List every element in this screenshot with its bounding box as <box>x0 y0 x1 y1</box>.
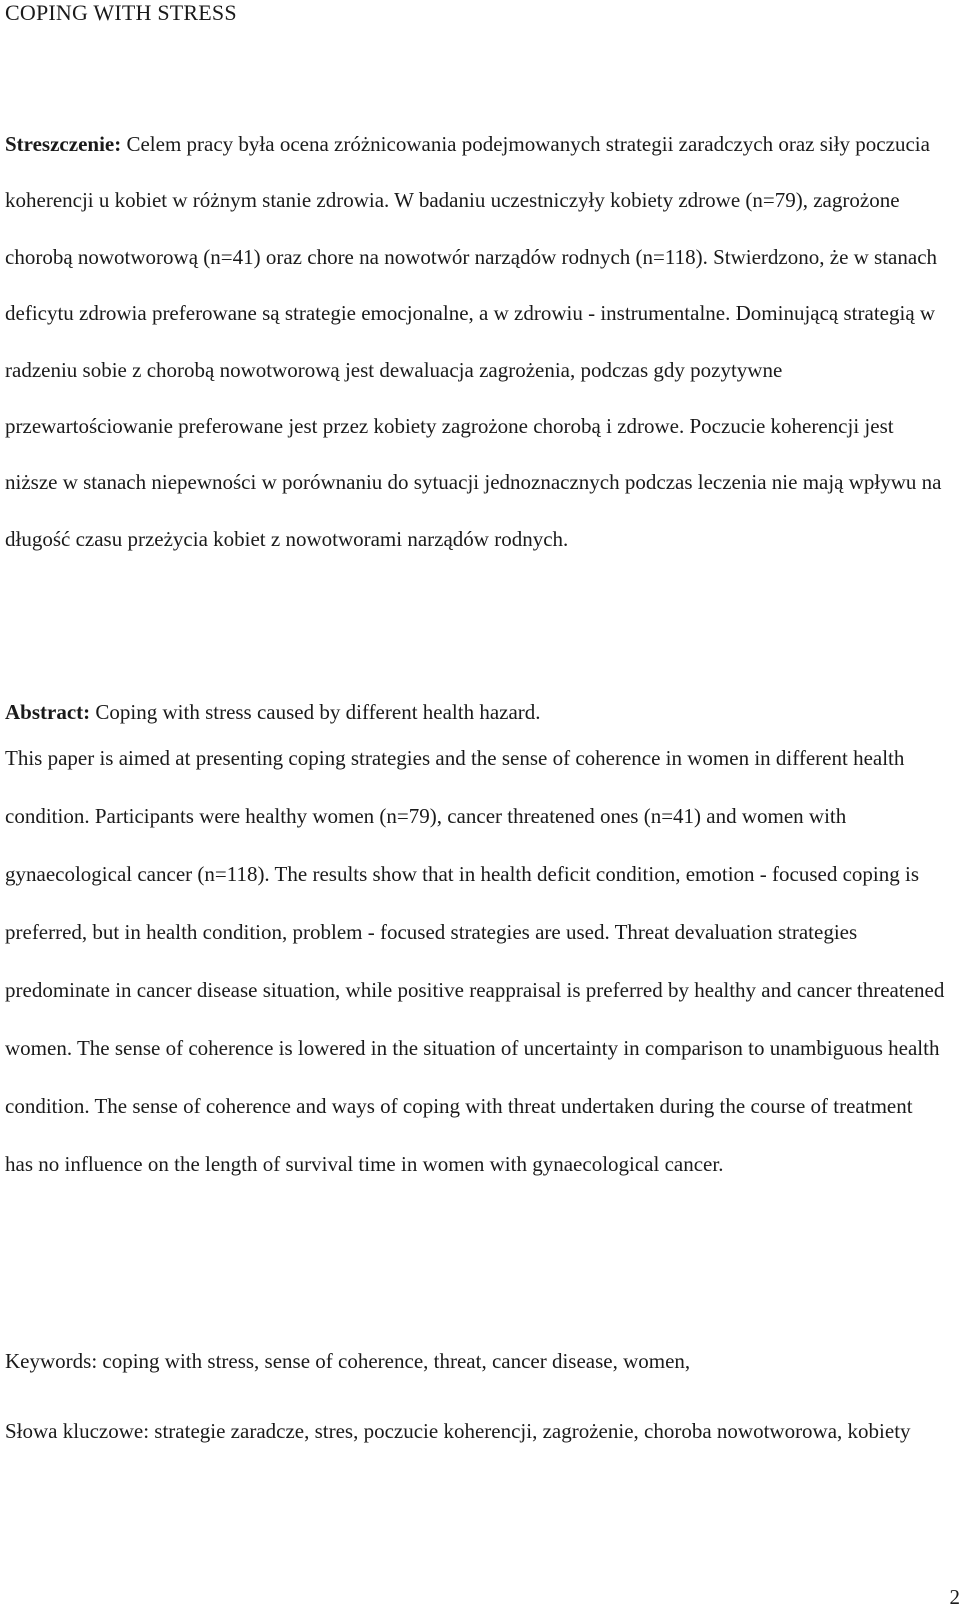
streszczenie-label: Streszczenie: <box>5 132 122 156</box>
abstract-heading <box>5 697 945 727</box>
running-title: COPING WITH STRESS <box>5 0 237 25</box>
abstract-label: Abstract: <box>5 700 91 724</box>
keywords-polish: Słowa kluczowe: strategie zaradcze, stres, poczucie koherencji, zagrożenie, choroba nowotworowa, kobiety <box>5 1419 911 1443</box>
streszczenie-text: Celem pracy była ocena zróżnicowania podejmowanych strategii zaradczych oraz siły poczucia koherencji u kobiet w różnym stanie zdrowia. W badaniu uczestniczyły kobiety zdrowe (n=79), zagrożone chorobą nowotworową (n=41) oraz chore na nowotwór narządów rodnych (n=118). Stwierdzono, że w stanach deficytu zdrowia preferowane są strategie emocjonalne, a w zdrowiu - instrumentalne. Dominującą strategią w radzeniu sobie z chorobą nowotworową jest dewaluacja zagrożenia, podczas gdy pozytywne przewartościowanie preferowane jest przez kobiety zagrożone chorobą i zdrowe. Poczucie koherencji jest niższe w stanach niepewności w porównaniu do sytuacji jednoznacznych podczas leczenia nie mają wpływu na długość czasu przeżycia kobiet z nowotworami narządów rodnych. <box>5 132 942 551</box>
page-number: 2 <box>949 1585 960 1609</box>
streszczenie-paragraph <box>5 116 945 567</box>
abstract-paragraph: This paper is aimed at presenting coping strategies and the sense of coherence in women in different health condition. Participants were healthy women (n=79), cancer threatened ones (n=41) and women with gynaecological cancer (n=118). The results show that in health deficit condition, emotion - focused coping is preferred, but in health condition, problem - focused strategies are used. Threat devaluation strategies predominate in cancer disease situation, while positive reappraisal is preferred by healthy and cancer threatened women. The sense of coherence is lowered in the situation of uncertainty in comparison to unambiguous health condition. The sense of coherence and ways of coping with threat undertaken during the course of treatment has no influence on the length of survival time in women with gynaecological cancer. <box>5 746 945 1176</box>
abstract-title-text: Coping with stress caused by different health hazard. <box>90 700 541 724</box>
keywords-english: Keywords: coping with stress, sense of coherence, threat, cancer disease, women, <box>5 1349 691 1373</box>
